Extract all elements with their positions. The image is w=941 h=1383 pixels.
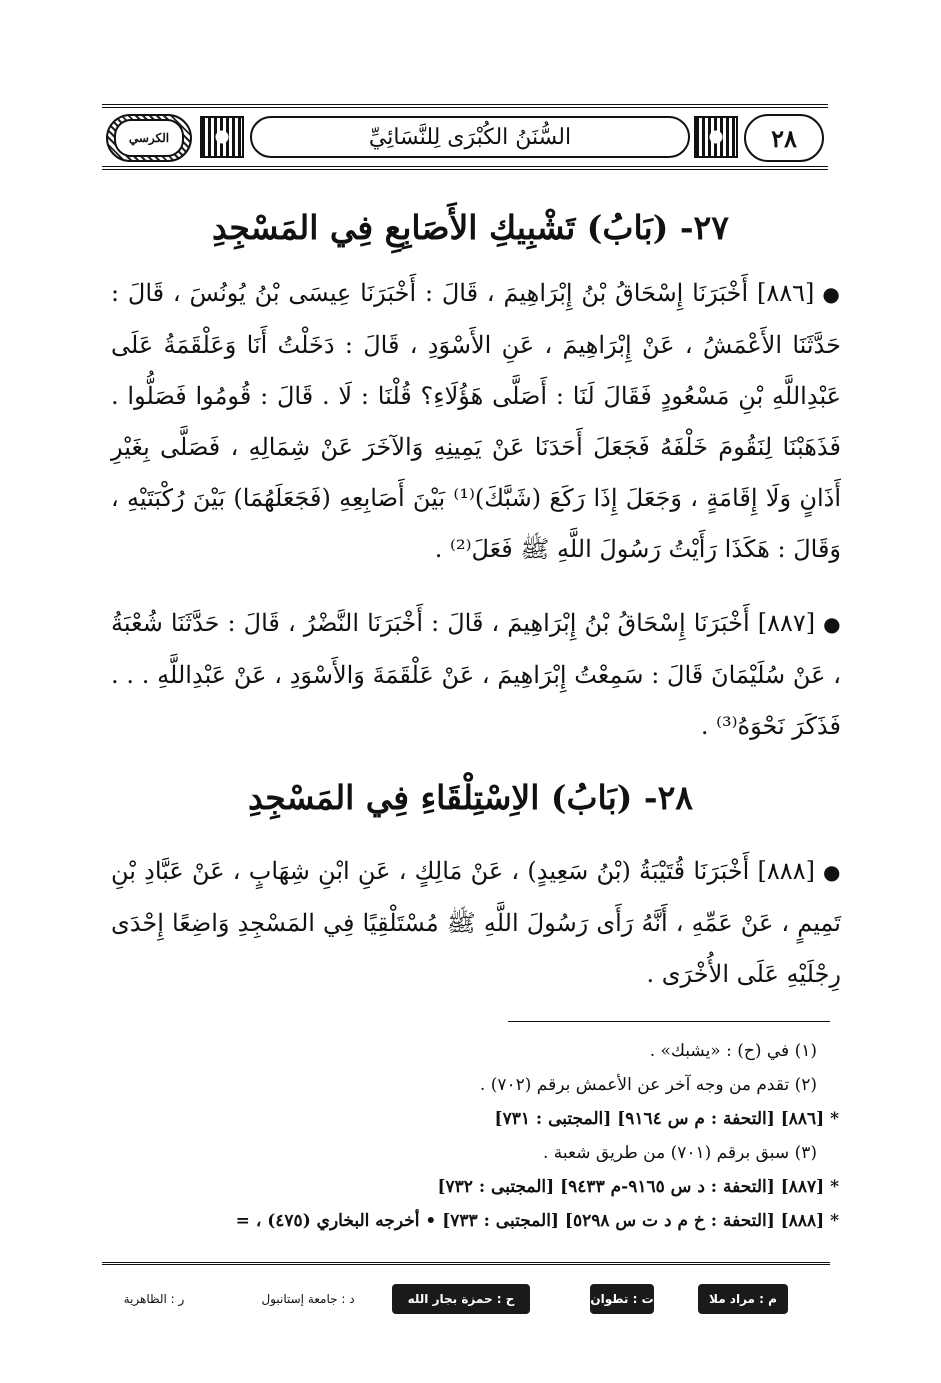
takhrij-888: * [٨٨٨] [التحفة : خ م د ت س ٥٢٩٨] [المجتبى : ٧٣٣] • أخرجه البخاري (٤٧٥) ، =: [235, 1211, 839, 1231]
hadith-887: [111, 598, 841, 752]
footnote-1: (١) في (ح) : «يشبك» .: [649, 1041, 817, 1061]
seal-text: الكرسي: [114, 119, 184, 157]
siglum-r: ر : الظاهرية: [123, 1292, 185, 1306]
takhrij-887: * [٨٨٧] [التحفة : د س ٩١٦٥-م ٩٤٣٣] [المجتبى : ٧٣٢]: [437, 1177, 839, 1197]
hadith-text: [٨٨٨] أَخْبَرَنَا قُتَيْبَةُ (بْنُ سَعِيدٍ) ، عَنْ مَالِكٍ ، عَنِ ابْنِ شِهَابٍ ، عَنْ عَبَّادِ بْنِ تَمِيمٍ ، عَنْ عَمِّهِ ، أَنَّهُ رَأَى رَسُولَ اللَّهِ ﷺ مُسْتَلْقِيًا فِي المَسْجِدِ وَاضِعًا إِحْدَى رِجْلَيْهِ عَلَى الأُخْرَى .: [111, 857, 841, 988]
hadith-text: [٨٨٦] أَخْبَرَنَا إِسْحَاقُ بْنُ إِبْرَاهِيمَ ، قَالَ : أَخْبَرَنَا عِيسَى بْنُ يُونُسَ ، قَالَ : حَدَّثَنَا الأَعْمَشُ ، عَنْ إِبْرَاهِيمَ ، عَنِ الأَسْوَدِ ، قَالَ : دَخَلْتُ أَنَا وَعَلْقَمَةُ عَلَى عَبْدِاللَّهِ بْنِ مَسْعُودٍ فَقَالَ لَنَا : أَصَلَّى هَؤُلَاءِ؟ قُلْنَا : لَا . قَالَ : قُومُوا فَصَلُّوا . فَذَهَبْنَا لِنَقُومَ خَلْفَهُ فَجَعَلَ أَحَدَنَا عَنْ يَمِينِهِ وَالآخَرَ عَنْ شِمَالِهِ ، فَصَلَّى بِغَيْرِ أَذَانٍ وَلَا إِقَامَةٍ ، وَجَعَلَ إِذَا رَكَعَ (شَبَّكَ)⁽¹⁾ بَيْنَ أَصَابِعِهِ (فَجَعَلَهُمَا) بَيْنَ رُكْبَتَيْهِ ، وَقَالَ : هَكَذَا رَأَيْتُ رَسُولَ اللَّهِ ﷺ فَعَلَ⁽²⁾ .: [111, 279, 841, 563]
hadith-text: [٨٨٧] أَخْبَرَنَا إِسْحَاقُ بْنُ إِبْرَاهِيمَ ، قَالَ : أَخْبَرَنَا النَّضْرُ ، قَالَ : حَدَّثَنَا شُعْبَةُ ، عَنْ سُلَيْمَانَ قَالَ : سَمِعْتُ إِبْرَاهِيمَ ، عَنْ عَلْقَمَةَ وَالأَسْوَدِ ، عَنْ عَبْدِاللَّهِ . . . فَذَكَرَ نَحْوَهُ⁽³⁾ .: [111, 609, 841, 740]
bullet-icon: ●: [823, 612, 842, 636]
manuscript-sigla-rule: [102, 1262, 830, 1265]
hadith-886: [111, 268, 841, 575]
siglum-m: م : مراد ملا: [698, 1284, 788, 1314]
footnote-3: (٣) سبق برقم (٧٠١) من طريق شعبة .: [543, 1143, 817, 1163]
publisher-seal-icon: [106, 114, 192, 162]
bullet-icon: ●: [822, 860, 841, 884]
footnote-2: (٢) تقدم من وجه آخر عن الأعمش برقم (٧٠٢) .: [479, 1075, 817, 1095]
footnotes: [109, 1034, 839, 1238]
ornament-icon: [200, 116, 244, 158]
chapter-title: ٢٨- (بَابُ) الاِسْتِلْقَاءِ فِي المَسْجِدِ: [247, 778, 694, 817]
bullet-icon: ●: [822, 282, 841, 306]
chapter-title: ٢٧- (بَابُ) تَشْبِيكِ الأَصَابِعِ فِي المَسْجِدِ: [212, 208, 729, 247]
takhrij-886: * [٨٨٦] [التحفة : م س ٩١٦٤] [المجتبى : ٧٣١]: [494, 1109, 839, 1129]
running-header: [102, 104, 828, 170]
page-number: ٢٨: [744, 114, 824, 162]
siglum-h: ح : حمزة بجار الله: [392, 1284, 530, 1314]
siglum-t: ت : تطوان: [590, 1284, 654, 1314]
running-title: السُّنَنُ الكُبْرَى لِلنَّسَائِيِّ: [250, 116, 690, 158]
footnote-rule: [508, 1021, 830, 1022]
siglum-d: د : جامعة إستانبول: [261, 1292, 355, 1306]
hadith-888: [111, 846, 841, 1000]
ornament-icon: [694, 116, 738, 158]
